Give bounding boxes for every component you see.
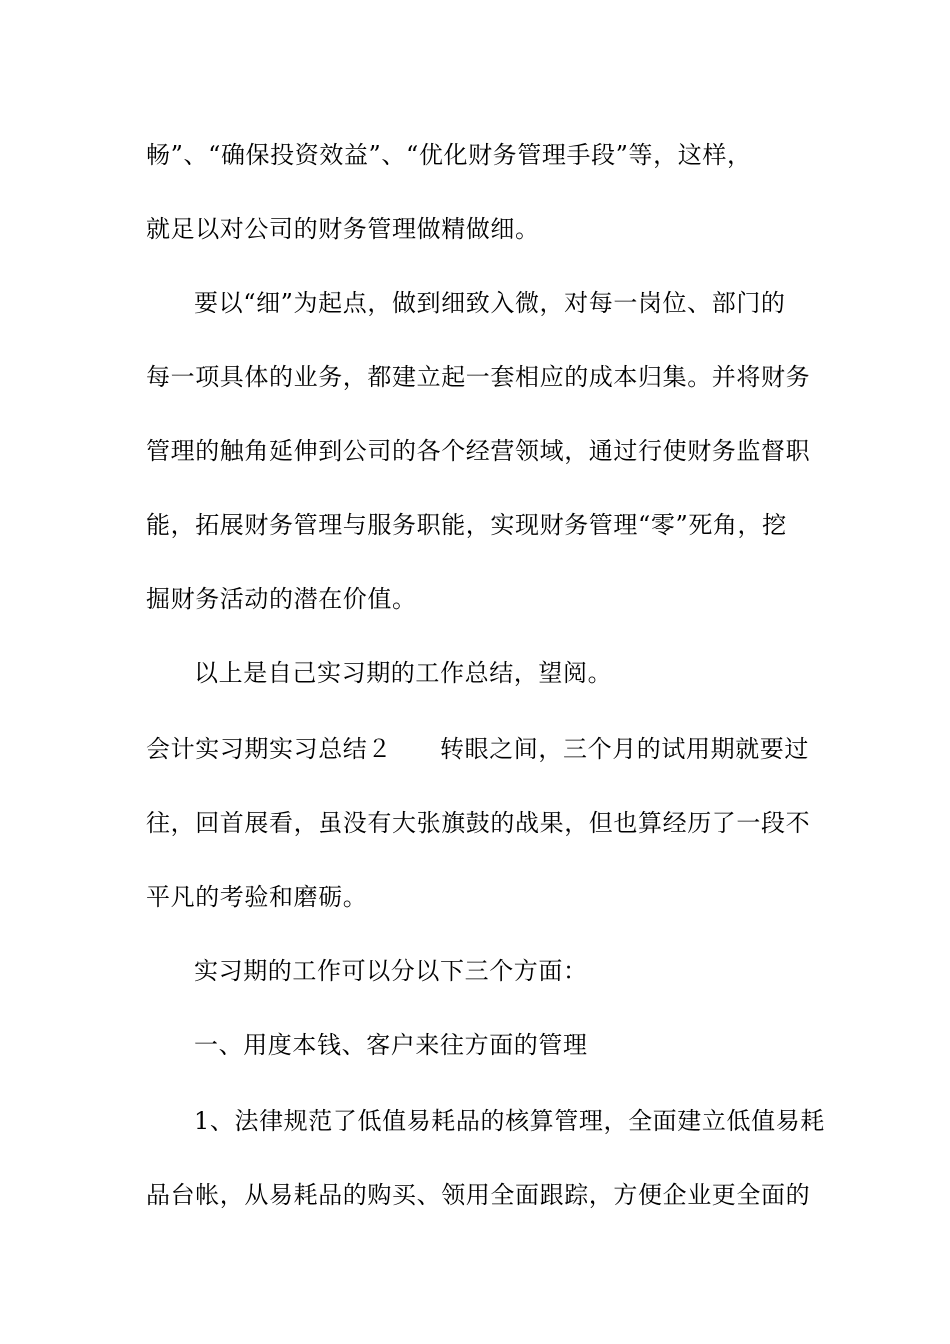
paragraph-start-line: 1、法律规范了低值易耗品的核算管理，全面建立低值易耗 (194, 1107, 825, 1135)
section-title: 会计实习期实习总结２ (146, 735, 392, 763)
text-line: 品台帐，从易耗品的购买、领用全面跟踪，方便企业更全面的 (146, 1181, 811, 1209)
subheading-line: 一、用度本钱、客户来往方面的管理 (194, 1031, 588, 1059)
text-line: 就足以对公司的财务管理做精做细。 (146, 215, 540, 243)
text-line: 掘财务活动的潜在价值。 (146, 585, 417, 613)
text-line: 往，回首展看，虽没有大张旗鼓的战果，但也算经历了一段不 (146, 809, 811, 837)
text-line: 平凡的考验和磨砺。 (146, 883, 368, 911)
text-line: 能，拓展财务管理与服务职能，实现财务管理“零”死角，挖 (146, 511, 787, 539)
paragraph-start-line: 要以“细”为起点，做到细致入微，对每一岗位、部门的 (194, 289, 786, 317)
section-heading-line (146, 734, 809, 764)
text-line: 畅”、“确保投资效益”、“优化财务管理手段”等，这样， (146, 141, 752, 169)
text-line: 每一项具体的业务，都建立起一套相应的成本归集。并将财务 (146, 363, 811, 391)
paragraph-start-line: 以上是自己实习期的工作总结，望阅。 (194, 659, 613, 687)
section-intro-text: 转眼之间，三个月的试用期就要过 (440, 735, 809, 763)
text-line: 管理的触角延伸到公司的各个经营领域，通过行使财务监督职 (146, 437, 811, 465)
paragraph-start-line: 实习期的工作可以分以下三个方面： (194, 957, 588, 985)
